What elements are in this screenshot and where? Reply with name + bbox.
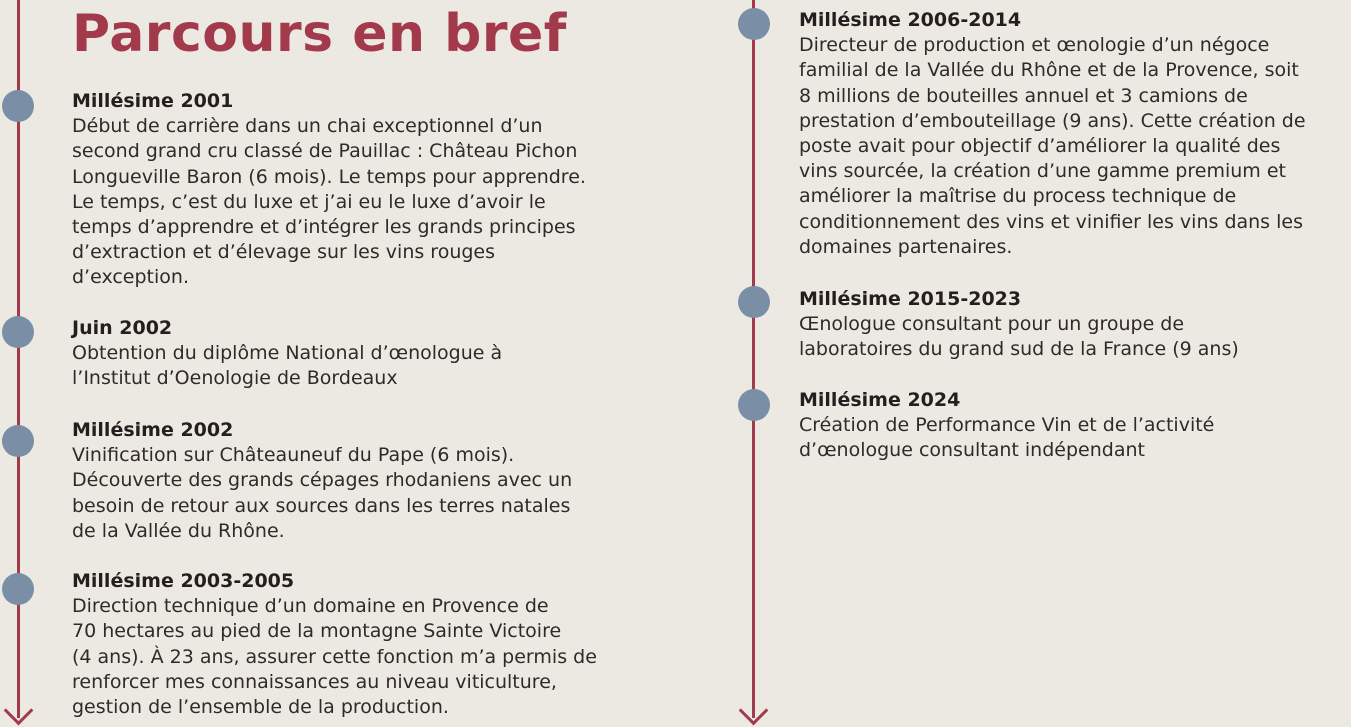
entry-line: vins sourcée, la création d’une gamme premium et [799, 160, 1286, 183]
entry-line: Début de carrière dans un chai exceptionnel d’un [72, 115, 543, 138]
entry-line: prestation d’embouteillage (9 ans). Cette création de [799, 109, 1306, 132]
entry-line: temps d’apprendre et d’intégrer les grands principes [72, 216, 576, 239]
entry-heading: Juin 2002 [72, 317, 173, 339]
entry-text [799, 413, 1214, 463]
timeline-entry [799, 287, 1239, 363]
entry-line: Création de Performance Vin et de l’activité [799, 414, 1215, 437]
entry-heading: Millésime 2002 [72, 419, 234, 441]
arrow-down-icon [4, 696, 34, 726]
entry-line: d’extraction et d’élevage sur les vins rouges [72, 241, 496, 264]
timeline-dot [738, 286, 770, 318]
timeline-dot [2, 316, 34, 348]
entry-line: Obtention du diplôme National d’œnologue à [72, 342, 503, 365]
entry-line: 70 hectares au pied de la montagne Sainte Victoire [72, 620, 562, 643]
entry-text [72, 341, 502, 391]
entry-line: améliorer la maîtrise du process technique de [799, 185, 1237, 208]
entry-line: second grand cru classé de Pauillac : Château Pichon [72, 140, 578, 163]
entry-line: Œnologue consultant pour un groupe de [799, 313, 1185, 336]
entry-line: laboratoires du grand sud de la France (9 ans) [799, 338, 1239, 361]
entry-line: Vinification sur Châteauneuf du Pape (6 mois). [72, 444, 515, 467]
timeline-dot [2, 573, 34, 605]
entry-heading: Millésime 2001 [72, 90, 234, 112]
entry-line: Directeur de production et œnologie d’un négoce [799, 34, 1270, 57]
entry-line: Le temps, c’est du luxe et j’ai eu le luxe d’avoir le [72, 190, 546, 213]
timeline-entry [72, 569, 597, 720]
timeline-entry [72, 418, 572, 544]
entry-line: d’œnologue consultant indépendant [799, 439, 1145, 462]
entry-line: d’exception. [72, 266, 189, 289]
timeline-dot [738, 8, 770, 40]
entry-text [72, 594, 597, 720]
entry-line: conditionnement des vins et vinifier les vins dans les [799, 210, 1303, 233]
timeline-entry [72, 316, 502, 392]
entry-line: gestion de l’ensemble de la production. [72, 696, 449, 719]
entry-text [799, 33, 1306, 260]
entry-line: Découverte des grands cépages rhodaniens avec un [72, 469, 573, 492]
entry-line: Longueville Baron (6 mois). Le temps pour apprendre. [72, 165, 586, 188]
timeline-dot [738, 389, 770, 421]
entry-line: 8 millions de bouteilles annuel et 3 camions de [799, 84, 1248, 107]
entry-line: domaines partenaires. [799, 235, 1013, 258]
entry-line: besoin de retour aux sources dans les terres natales [72, 494, 571, 517]
entry-line: familial de la Vallée du Rhône et de la Provence, soit [799, 59, 1299, 82]
entry-text [72, 443, 572, 544]
entry-heading: Millésime 2006-2014 [799, 9, 1022, 31]
timeline-entry [799, 8, 1306, 260]
entry-line: de la Vallée du Rhône. [72, 519, 285, 542]
entry-heading: Millésime 2015-2023 [799, 288, 1022, 310]
entry-heading: Millésime 2024 [799, 389, 961, 411]
entry-heading: Millésime 2003-2005 [72, 570, 295, 592]
timeline-dot [2, 90, 34, 122]
entry-line: poste avait pour objectif d’améliorer la qualité des [799, 135, 1281, 158]
timeline-dot [2, 425, 34, 457]
entry-text [72, 114, 586, 290]
entry-text [799, 312, 1239, 362]
timeline-entry [72, 89, 586, 291]
page-title: Parcours en bref [72, 4, 567, 64]
entry-line: Direction technique d’un domaine en Provence de [72, 595, 549, 618]
arrow-down-icon [739, 696, 769, 726]
entry-line: l’Institut d’Oenologie de Bordeaux [72, 367, 398, 390]
timeline-entry [799, 388, 1214, 464]
timeline-line-right [752, 0, 755, 718]
entry-line: renforcer mes connaissances au niveau viticulture, [72, 670, 557, 693]
entry-line: (4 ans). À 23 ans, assurer cette fonction m’a permis de [72, 645, 597, 668]
